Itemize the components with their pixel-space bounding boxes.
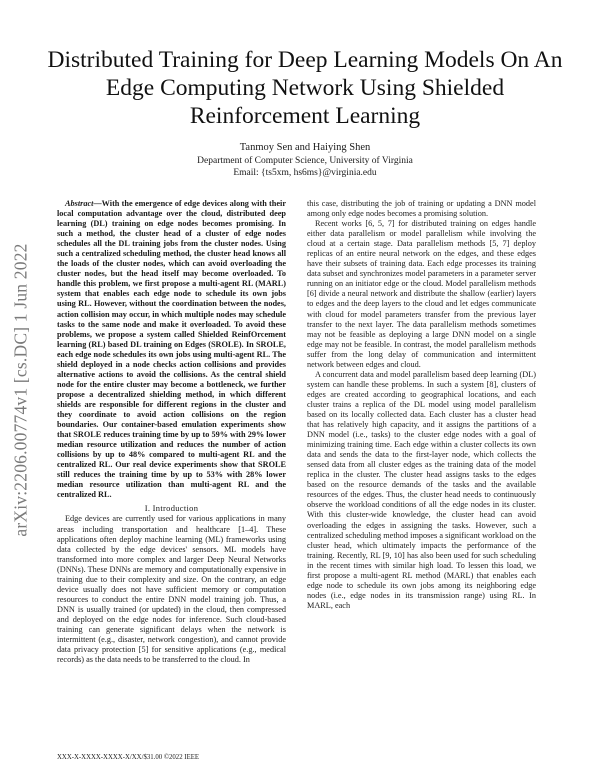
paragraph: Edge devices are currently used for various applications in many areas including transportation and healthcare [1–4]. These applications often deploy machine learning (ML) frameworks using data collected by the edge devices' sensors. ML models have transformed into more complex and larger Deep Neural Networks (DNNs). These DNNs are memory and computationally expensive in training due to their complexity and size. On the contrary, an edge device usually does not have sufficient memory or computation resources to conduct the entire DNN model training job. Thus, a DNN is usually trained (or updated) in the cloud, then compressed and deployed on the edge nodes for inference. Such cloud-based training can generate significant delays when the network is intermittent (e.g., disaster, network congestion), and cannot provide data privacy protection [5] for sensitive applications (e.g., medical records) as the data needs to be transferred to the cloud. In: [57, 514, 286, 665]
left-column: [57, 199, 286, 665]
copyright-footer: XXX-X-XXXX-XXXX-X/XX/$31.00 ©2022 IEEE: [57, 754, 200, 761]
affiliation: Department of Computer Science, University of Virginia: [197, 156, 413, 166]
paragraph: A concurrent data and model parallelism based deep learning (DL) system can handle these problems. In such a system [8], clusters of edges are created according to geographical locations, and each cluster trains a replica of the DL model using model parallelism based on its locally collected data. Each cluster has a cluster head that has relatively high capacity, and it assigns the partitions of a DNN model (i.e., tasks) to the cluster edge nodes with a goal of minimizing training time. Each edge within a cluster collects its own data and sends the data to the first-layer node, which collects the sensed data from all cluster edges as the training data of the model replica in the cluster. The cluster head assigns tasks to the edges based on the resource demands of the tasks and the available resources of the edges. Thus, the cluster head needs to continuously observe the workload conditions of all the edge nodes in its cluster. With this cluster-wide knowledge, the cluster head can avoid overloading the edges in assigning the tasks. However, such a centralized scheduling method imposes a significant workload on the cluster head, which ultimately impacts the performance of the training. Recently, RL [9, 10] has also been used for such scheduling in the recent times with similar high load. To lessen this load, we first propose a multi-agent RL method (MARL) that enables each edge node to schedule its own jobs among its neighboring edge nodes (i.e., edge nodes in its transmission range) using RL. In MARL, each: [307, 369, 536, 610]
abstract: [57, 199, 286, 500]
paragraph: Recent works [6, 5, 7] for distributed training on edges handle either data parallelism or model parallelism while involving the cloud at a certain stage. Data parallelism methods [5, 7] deploy replicas of an entire neural network on the edges, and these edges have their subsets of training data. Each edge processes its training data subset and synchronizes model parameters in a parameter server running on an initiator edge or the cloud. Model parallelism methods [6] divide a neural network and distribute the shallow (earlier) layers to edges and the deep layers to the cloud and let edges communicate with cloud for model parameters transfer from the previous layer transfer to the next layer. The data parallelism methods sometimes may not be feasible as deploying a large DNN model on a single edge may not be feasible. In contrast, the model parallelism methods suffer from the long delay of communication and intermittent network between edges and cloud.: [307, 219, 536, 369]
right-column: [307, 199, 536, 611]
arxiv-stamp: [8, 210, 34, 570]
authors: Tanmoy Sen and Haiying Shen: [239, 142, 371, 153]
paragraph: this case, distributing the job of training or updating a DNN model among only edge nodes becomes a promising solution.: [307, 199, 536, 219]
abstract-label: Abstract: [65, 199, 94, 208]
section-heading-introduction: I. Introduction: [144, 503, 199, 514]
abstract-text: —With the emergence of edge devices along with their local computation advantage over the cloud, distributed deep learning (DL) training on edge nodes becomes promising. In such a method, the cluster head of a cluster of edge nodes schedules all the DL training jobs from the cluster nodes. Using such a centralized scheduling method, the cluster head knows all the loads of the cluster nodes, which can avoid overloading the cluster nodes, but the head itself may become overloaded. To handle this problem, we first propose a multi-agent RL (MARL) system that enables each edge node to schedule its own jobs using RL. However, without the coordination between the nodes, action collision may occur, in which multiple nodes may schedule tasks to the same node and make it overloaded. To avoid these problems, we propose a system called Shielded ReinfOrcement learning (RL) based DL training on Edges (SROLE). In SROLE, each edge node schedules its own jobs using multi-agent RL. The shield deployed in a node checks action collisions and provides alternative actions to avoid the collisions. As the central shield node for the entire cluster may become a bottleneck, we further propose a decentralized shielding method, in which different shields are responsible for different regions in the cluster and they coordinate to avoid action collisions on the region boundaries. Our container-based emulation experiments show that SROLE reduces training time by up to 59% with 29% lower median resource utilization and reduces the number of action collisions by up to 48% compared to multi-agent RL and the centralized RL. Our real device experiments show that SROLE still reduces the training time by up to 53% with 28% lower median resource utilization than multi-agent RL and the centralized RL.: [57, 199, 286, 500]
paper-title: Distributed Training for Deep Learning Models On An Edge Computing Network Using Shielded Reinforcement Learning: [47, 47, 563, 129]
email: Email: {ts5xm, hs6ms}@virginia.edu: [233, 168, 377, 178]
arxiv-identifier: arXiv:2206.00774v1 [cs.DC] 1 Jun 2022: [10, 243, 31, 537]
